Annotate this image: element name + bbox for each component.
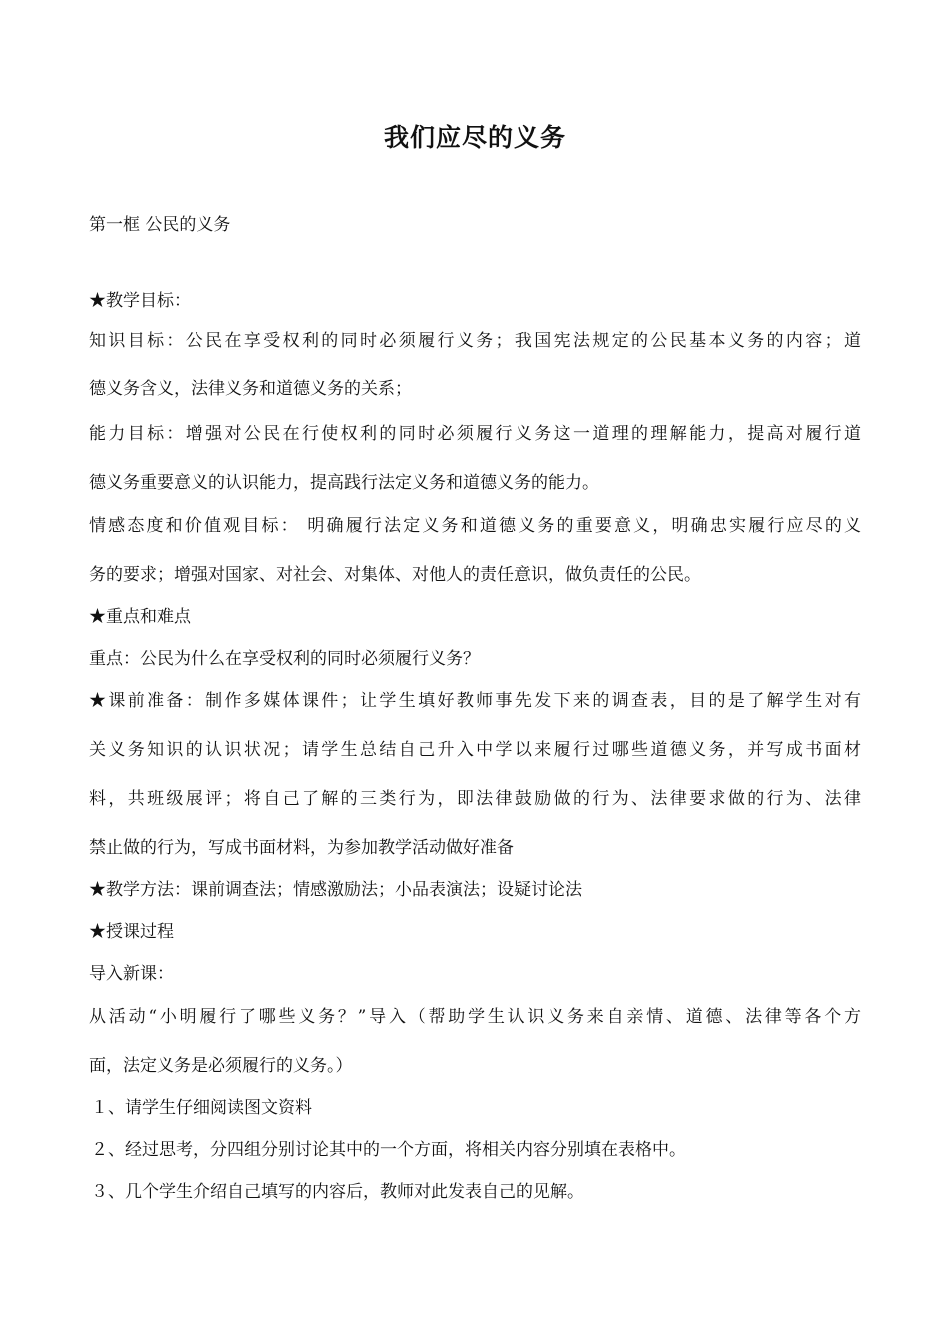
step-2: ２、经过思考，分四组分别讨论其中的一个方面，将相关内容分别填在表格中。 <box>91 1140 686 1160</box>
intro-line-2: 面，法定义务是必须履行的义务。） <box>89 1056 353 1076</box>
preparation-line-4: 禁止做的行为，写成书面材料，为参加教学活动做好准备 <box>89 838 514 858</box>
process-heading: ★授课过程 <box>89 922 174 942</box>
document-title: 我们应尽的义务 <box>383 123 566 152</box>
section-subtitle: 第一框 公民的义务 <box>89 215 231 235</box>
key-points-heading: ★重点和难点 <box>89 607 191 627</box>
step-1: １、请学生仔细阅读图文资料 <box>91 1098 312 1118</box>
knowledge-objective-line-2: 德义务含义，法律义务和道德义务的关系； <box>89 379 412 399</box>
knowledge-objective-line-1: 知识目标：公民在享受权利的同时必须履行义务；我国宪法规定的公民基本义务的内容；道 <box>89 331 861 351</box>
intro-line-1: 从活动“小明履行了哪些义务？”导入（帮助学生认识义务来自亲情、道德、法律等各个方 <box>89 1007 861 1027</box>
ability-objective-line-2: 德义务重要意义的认识能力，提高践行法定义务和道德义务的能力。 <box>89 473 599 493</box>
preparation-line-3: 料，共班级展评；将自己了解的三类行为，即法律鼓励做的行为、法律要求做的行为、法律 <box>89 789 861 809</box>
emotion-objective-line-2: 务的要求；增强对国家、对社会、对集体、对他人的责任意识，做负责任的公民。 <box>89 565 701 585</box>
step-3: ３、几个学生介绍自己填写的内容后，教师对此发表自己的见解。 <box>91 1182 584 1202</box>
objectives-heading: ★教学目标： <box>89 291 191 311</box>
preparation-line-2: 关义务知识的认识状况；请学生总结自己升入中学以来履行过哪些道德义务，并写成书面材 <box>89 740 861 760</box>
key-point-text: 重点：公民为什么在享受权利的同时必须履行义务？ <box>89 649 480 669</box>
preparation-line-1: ★课前准备：制作多媒体课件；让学生填好教师事先发下来的调查表，目的是了解学生对有 <box>89 691 861 711</box>
emotion-objective-line-1: 情感态度和价值观目标： 明确履行法定义务和道德义务的重要意义，明确忠实履行应尽的义 <box>89 516 861 536</box>
teaching-methods: ★教学方法：课前调查法；情感激励法；小品表演法；设疑讨论法 <box>89 880 582 900</box>
intro-heading: 导入新课： <box>89 964 174 984</box>
ability-objective-line-1: 能力目标：增强对公民在行使权利的同时必须履行义务这一道理的理解能力，提高对履行道 <box>89 424 861 444</box>
